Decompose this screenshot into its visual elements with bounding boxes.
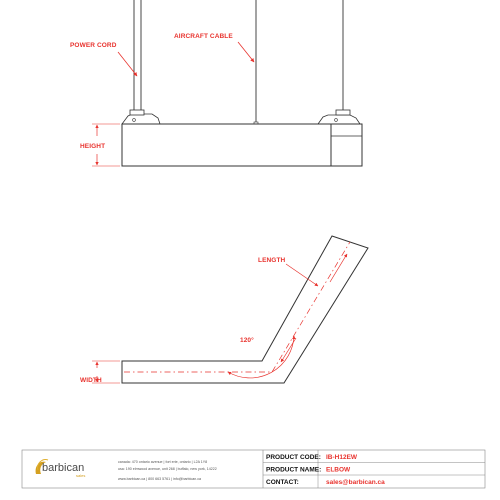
product-name-value: ELBOW: [326, 466, 351, 474]
left-canopy-cap: [130, 110, 144, 115]
address-line-3: www.barbican.ca | 800 663 5761 | info@barbican.ca: [118, 477, 202, 481]
right-canopy: [318, 115, 360, 124]
right-canopy-cap: [336, 110, 350, 115]
fixture-body: [122, 124, 362, 166]
contact-value: sales@barbican.ca: [326, 479, 385, 486]
height-label: HEIGHT: [80, 143, 106, 150]
width-label: WIDTH: [80, 377, 102, 384]
elevation-view: [70, 0, 362, 166]
product-code-value: IB-H12EW: [326, 454, 358, 461]
power-cord-label: POWER CORD: [70, 42, 117, 49]
length-label: LENGTH: [258, 257, 286, 264]
product-name-label: PRODUCT NAME:: [266, 466, 322, 474]
title-block-frame: [22, 450, 485, 488]
title-block: [22, 450, 485, 488]
product-code-label: PRODUCT CODE:: [266, 454, 321, 461]
left-canopy: [122, 114, 160, 124]
angle-label: 120°: [240, 337, 254, 344]
plan-view: [80, 236, 368, 384]
elbow-outline: [122, 236, 368, 383]
address-line-2: usa: 190 elmwood avenue, unit 268 | buffalo, new york, 14222: [118, 467, 217, 471]
logo-text: barbican: [42, 462, 85, 474]
contact-label: CONTACT:: [266, 479, 299, 486]
logo-sub: sales: [76, 473, 86, 478]
aircraft-cable-label: AIRCRAFT CABLE: [174, 33, 233, 40]
address-line-1: canada: 470 ontario avenue | fort erie, ontario | L2A 1Y8: [118, 460, 208, 464]
aircraft-cable-leader: [238, 42, 254, 62]
